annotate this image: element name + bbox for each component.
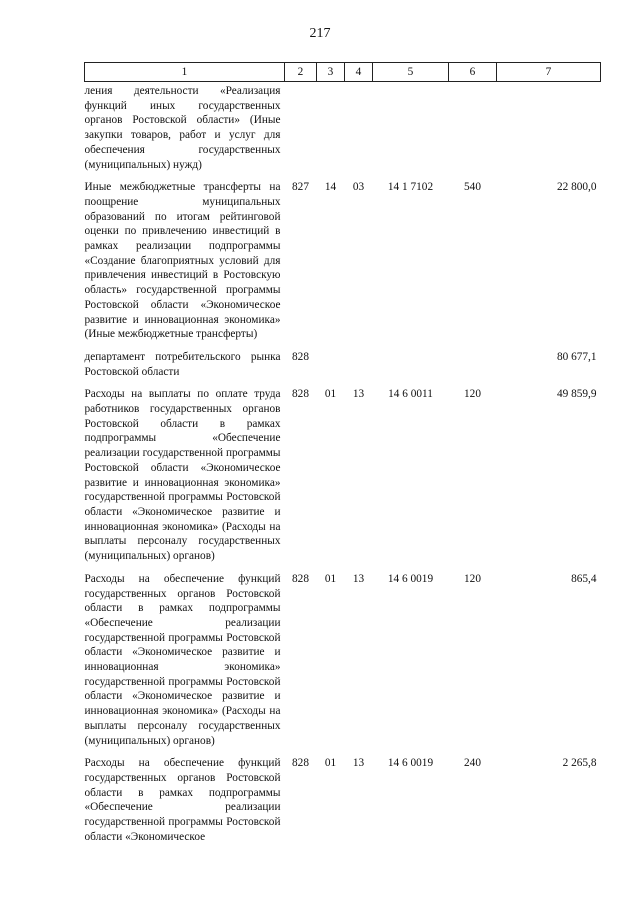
- column-header: 7: [497, 63, 601, 82]
- row-description: ления деятельности «Реализация функций иных государственных органов Ростовской области» (Иные закупки товаров, работ и услуг для обеспечения государственных (муниципальных) нужд): [84, 85, 281, 171]
- row-target-code: 14 6 0019: [387, 572, 434, 585]
- row-expense-type: 120: [464, 572, 481, 585]
- row-section-code: 01: [324, 757, 337, 770]
- table-row: [85, 756, 601, 852]
- row-expense-type: [449, 82, 497, 181]
- column-header: 5: [373, 63, 449, 82]
- table-row: [85, 350, 601, 387]
- column-header: 1: [85, 63, 285, 82]
- row-description: Расходы на обеспечение функций государственных органов Ростовской области в рамках подпрограммы «Обеспечение реализации государственной программы Ростовской области «Экономическое развитие и инновационная экономика» государственной программы Ростовской области «Экономическое развитие и инновационная экономика» (Расходы на выплаты персоналу государственных (муниципальных) органов): [84, 572, 281, 747]
- row-target-code: 14 6 0019: [387, 757, 434, 770]
- table-row: [85, 387, 601, 571]
- column-header: 3: [317, 63, 345, 82]
- row-description: Расходы на выплаты по оплате труда работников государственных органов Ростовской области в рамках подпрограммы «Обеспечение реализации государственной программы Ростовской области «Экономическое развитие и инновационная экономика» государственной программы Ростовской области «Экономическое развитие и инновационная экономика» (Расходы на выплаты персоналу государственных (муниципальных) органов): [84, 388, 281, 563]
- table-row: [85, 572, 601, 756]
- column-header: 2: [285, 63, 317, 82]
- row-subsection-code: 03: [352, 181, 365, 194]
- row-target-code: 14 1 7102: [387, 181, 434, 194]
- row-expense-type: 540: [464, 181, 481, 194]
- row-section-code: [317, 82, 345, 181]
- column-header: 6: [449, 63, 497, 82]
- row-amount: [497, 82, 601, 181]
- page-number: 217: [309, 26, 331, 41]
- row-amount: 2 265,8: [562, 757, 597, 770]
- row-subsection-code: 13: [352, 388, 365, 401]
- row-ministry-code: 827: [292, 181, 309, 194]
- row-target-code: [373, 350, 449, 387]
- row-amount: 22 800,0: [556, 181, 597, 194]
- row-subsection-code: 13: [352, 572, 365, 585]
- row-target-code: 14 6 0011: [388, 388, 433, 401]
- row-expense-type: 120: [464, 388, 481, 401]
- row-section-code: 14: [324, 181, 337, 194]
- row-amount: 49 859,9: [556, 388, 597, 401]
- row-section-code: [317, 350, 345, 387]
- row-ministry-code: 828: [292, 350, 309, 363]
- row-ministry-code: 828: [292, 572, 309, 585]
- row-target-code: [373, 82, 449, 181]
- row-expense-type: 240: [464, 757, 481, 770]
- row-description: Иные межбюджетные трансферты на поощрение муниципальных образований по итогам рейтинговой оценки по привлечению инвестиций в рамках реализации подпрограммы «Создание благоприятных условий для привлечения инвестиций в Ростовскую область» государственной программы Ростовской области «Экономическое развитие и инновационная экономика» (Иные межбюджетные трансферты): [84, 181, 281, 341]
- column-number-header: [85, 63, 601, 82]
- row-amount: 865,4: [571, 572, 597, 585]
- row-subsection-code: [345, 82, 373, 181]
- row-ministry-code: [285, 82, 317, 181]
- row-description: Расходы на обеспечение функций государственных органов Ростовской области в рамках подпрограммы «Обеспечение реализации государственной программы Ростовской области «Экономическое: [84, 757, 281, 843]
- column-header: 4: [345, 63, 373, 82]
- row-subsection-code: [345, 350, 373, 387]
- row-section-code: 01: [324, 388, 337, 401]
- row-ministry-code: 828: [292, 388, 309, 401]
- budget-table: [84, 62, 601, 852]
- row-ministry-code: 828: [292, 757, 309, 770]
- table-row: [85, 82, 601, 181]
- row-section-code: 01: [324, 572, 337, 585]
- row-expense-type: [449, 350, 497, 387]
- table-row: [85, 180, 601, 350]
- row-subsection-code: 13: [352, 757, 365, 770]
- row-description: департамент потребительского рынка Ростовской области: [84, 350, 281, 378]
- row-amount: 80 677,1: [556, 350, 597, 363]
